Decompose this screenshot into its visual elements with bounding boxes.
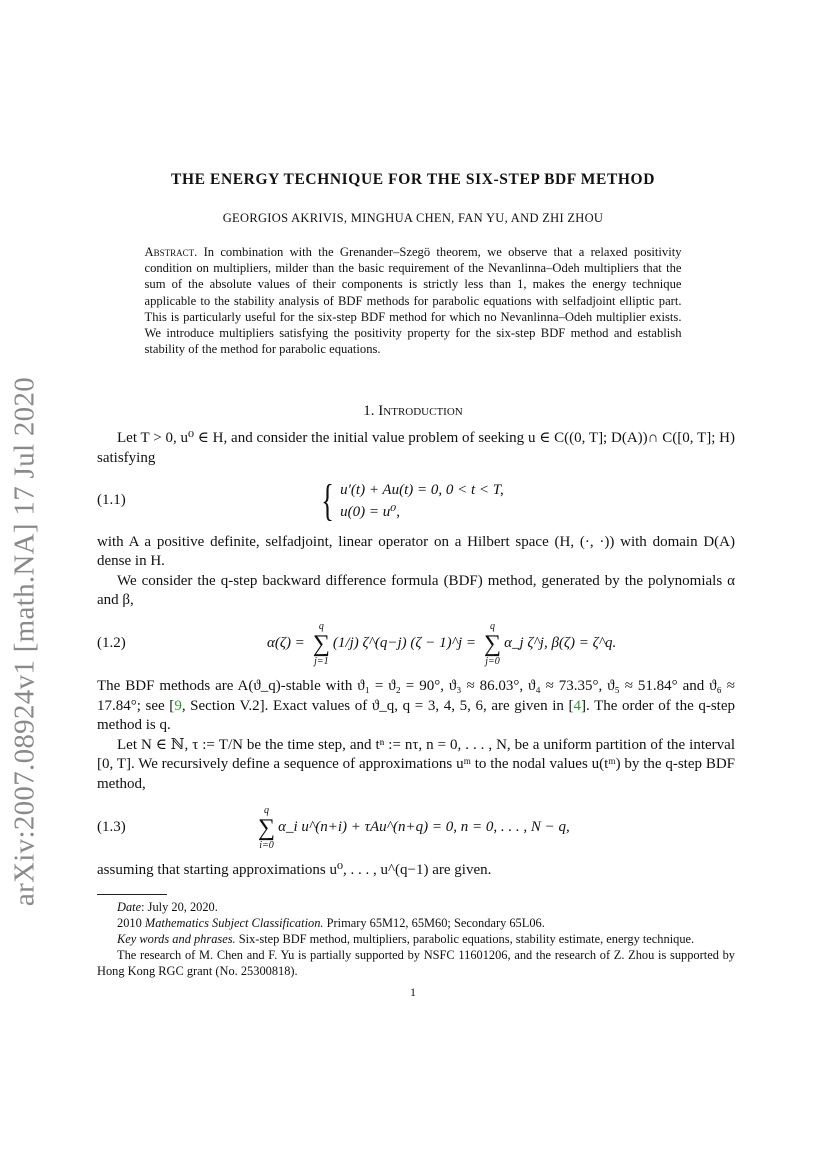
paper-title: THE ENERGY TECHNIQUE FOR THE SIX-STEP BDF METHOD [171, 171, 655, 188]
label: Mathematics Subject Classification. [144, 916, 324, 931]
brace-symbol: { [321, 475, 334, 525]
footnotes [97, 899, 735, 979]
sum-lower-limit: j=0 [485, 655, 500, 667]
summation-symbol: q ∑ j=1 [312, 620, 330, 667]
paragraph-stability [97, 677, 735, 736]
label: Date [117, 900, 142, 915]
label: Key words and phrases. [117, 932, 236, 947]
equation-1-3-rhs: α_i u^(n+i) + τAu^(n+q) = 0, n = 0, . . . , N − q, [278, 819, 570, 836]
equation-1-3-row [97, 805, 735, 851]
equation-1-1-line1: u′(t) + Au(t) = 0, 0 < t < T, [340, 481, 504, 498]
text: , Section V.2]. Exact values of ϑ_q, q = 3, 4, 5, 6, are given in [ [181, 697, 574, 714]
citation-link[interactable]: 9 [174, 697, 182, 714]
sum-lower-limit: j=1 [314, 655, 329, 667]
body-text [97, 429, 735, 979]
paragraph-starting-values: assuming that starting approximations u⁰, . . . , u^(q−1) are given. [97, 861, 492, 878]
text: : July 20, 2020. [141, 900, 218, 915]
sum-upper-limit: q [490, 620, 496, 632]
sum-upper-limit: q [264, 804, 270, 816]
page-number: 1 [410, 985, 416, 1000]
footnote-msc [97, 915, 735, 931]
footnote-funding: The research of M. Chen and F. Yu is partially supported by NSFC 11601206, and the research of Z. Zhou is supported by Hong Kong RGC grant (No. 25300818). [97, 948, 735, 979]
equation-label-1-3: (1.3) [97, 819, 126, 836]
equation-1-1-row [97, 475, 735, 525]
equation-1-2-middle: (1/j) ζ^(q−j) (ζ − 1)^j = [332, 635, 476, 652]
paragraph-partition: Let N ∈ ℕ, τ := T/N be the time step, and tⁿ := nτ, n = 0, . . . , N, be a uniform partition of the interval [0, T]. We recursively define a sequence of approximations uᵐ to the nodal values u(tᵐ) by the q-step BDF method, [97, 736, 735, 792]
equation-1-1-cases [340, 479, 504, 523]
text: 2010 [117, 916, 145, 931]
text: Six-step BDF method, multipliers, parabolic equations, stability estimate, energy technique. [235, 932, 695, 947]
text: ]. The order of the q-step method is q. [97, 697, 735, 734]
abstract-label: Abstract. [144, 245, 198, 259]
abstract-text: In combination with the Grenander–Szegö theorem, we observe that a relaxed positivity condition on multipliers, milder than the basic requirement of the Nevanlinna–Odeh multipliers that the sum of the absolute values of their components is strictly less than 1, makes the energy technique applicable to the stability analysis of BDF methods for parabolic equations with selfadjoint elliptic part. This is particularly useful for the six-step BDF method for which no Nevanlinna–Odeh multiplier exists. We introduce multipliers satisfying the positivity property for the six-step BDF method and establish stability of the method for parabolic equations. [144, 245, 682, 357]
text: The BDF methods are A(ϑ_q)-stable with ϑ₁ = ϑ₂ = 90°, ϑ₃ ≈ 86.03°, ϑ₄ ≈ 73.35°, ϑ₅ ≈ 51.84° and ϑ₆ ≈ 17.84°; see [ [97, 677, 735, 714]
citation-link[interactable]: 4 [573, 697, 581, 714]
equation-1-2-row [97, 621, 735, 667]
paragraph-problem: Let T > 0, u⁰ ∈ H, and consider the initial value problem of seeking u ∈ C((0, T]; D(A))∩ C([0, T]; H) satisfying [97, 430, 735, 467]
sum-upper-limit: q [318, 620, 324, 632]
paragraph-bdf: We consider the q-step backward difference formula (BDF) method, generated by the polynomials α and β, [97, 572, 735, 609]
equation-label-1-2: (1.2) [97, 635, 126, 652]
arxiv-identifier-sidebar: arXiv:2007.08924v1 [math.NA] 17 Jul 2020 [8, 376, 41, 907]
equation-1-3 [255, 805, 570, 851]
sum-lower-limit: i=0 [259, 839, 274, 851]
paragraph-operator: with A a positive definite, selfadjoint, linear operator on a Hilbert space (H, (·, ·)) with domain D(A) dense in H. [97, 533, 735, 570]
equation-1-1-line2: u(0) = u⁰, [340, 503, 401, 520]
equation-1-2 [267, 621, 616, 667]
footnote-divider [97, 894, 167, 895]
equation-1-2-rhs: α_j ζ^j, β(ζ) = ζ^q. [504, 635, 617, 652]
text: Primary 65M12, 65M60; Secondary 65L06. [323, 916, 545, 931]
equation-1-1 [317, 475, 504, 525]
equation-label-1-1: (1.1) [97, 492, 126, 509]
paper-authors: GEORGIOS AKRIVIS, MINGHUA CHEN, FAN YU, AND ZHI ZHOU [222, 211, 604, 225]
equation-1-2-lhs: α(ζ) = [267, 635, 305, 652]
footnote-date [97, 899, 735, 915]
footnote-keywords [97, 931, 735, 947]
abstract [145, 244, 682, 357]
section-heading: 1. Introduction [363, 403, 463, 420]
summation-symbol: q ∑ j=0 [483, 620, 502, 667]
summation-symbol: q ∑ i=0 [258, 804, 276, 851]
